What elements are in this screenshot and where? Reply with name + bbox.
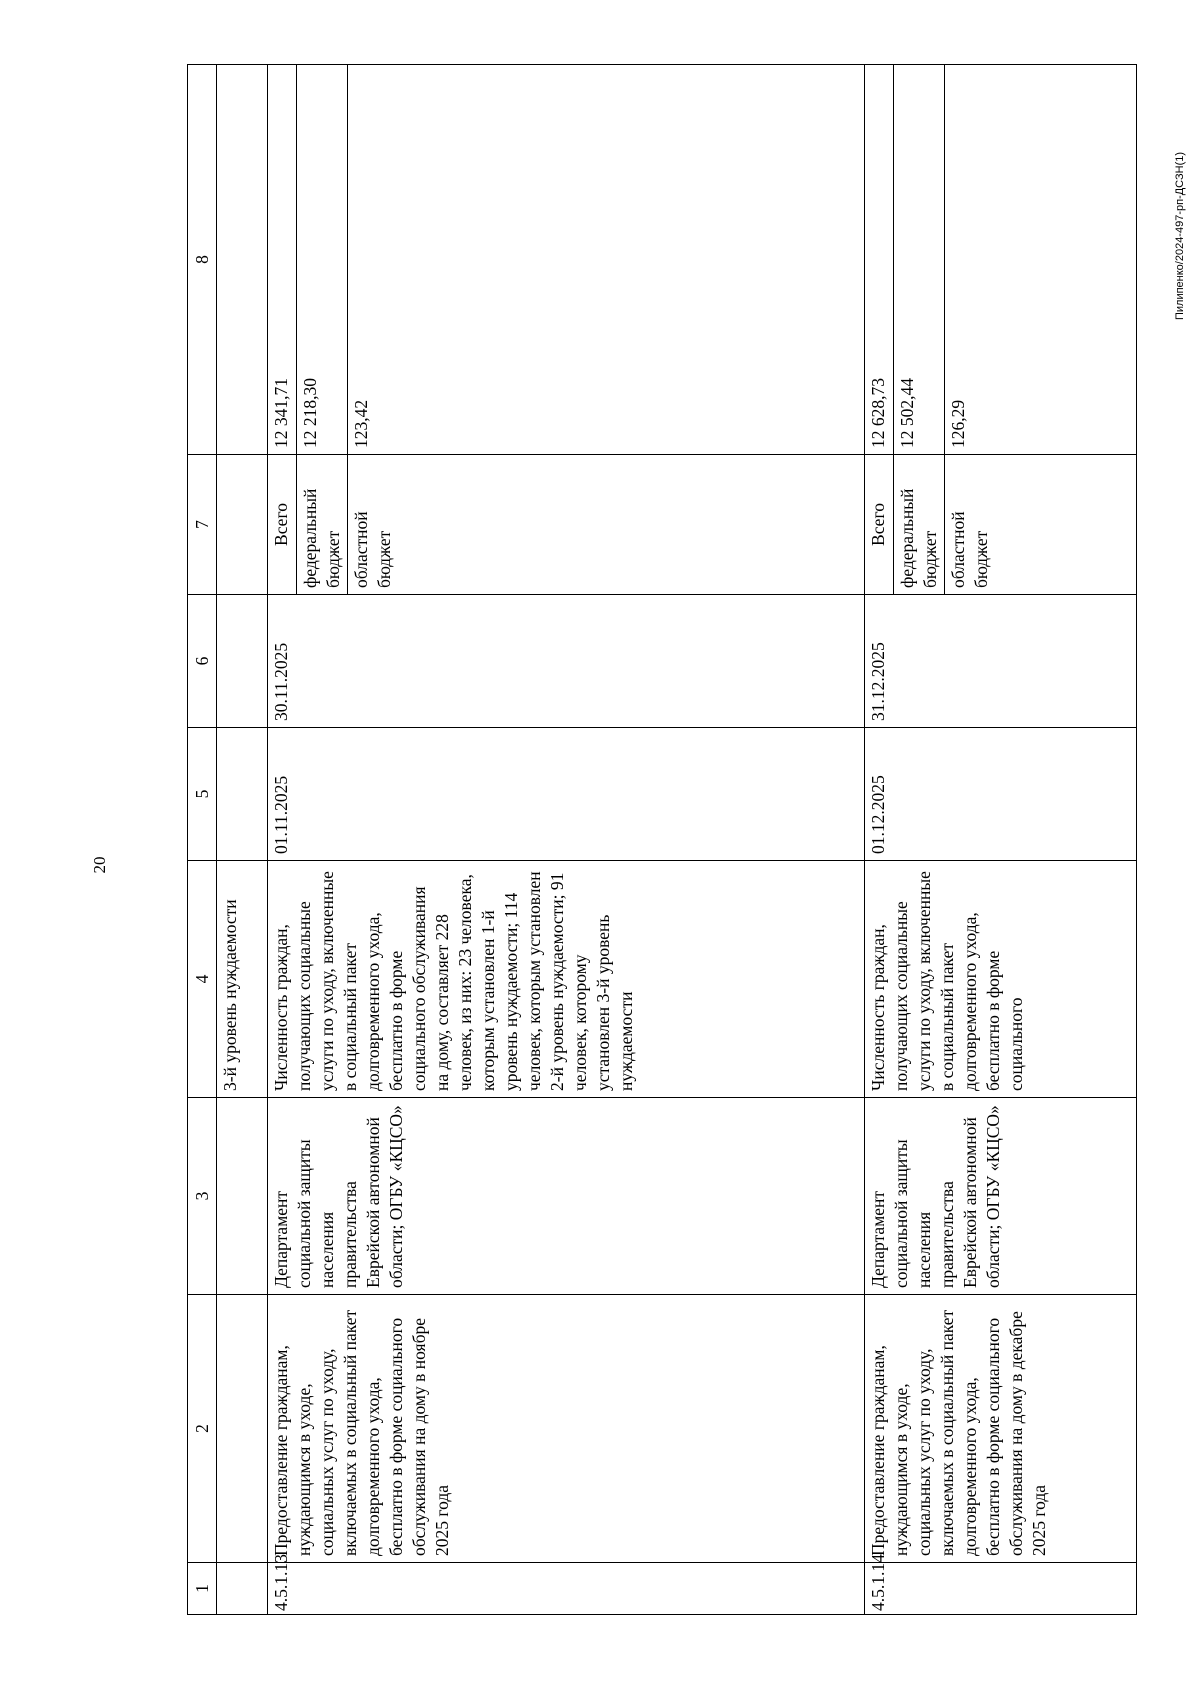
col-num-1: 1 [188, 1563, 217, 1615]
row-indicator: Численность граждан, получающих социальные услуги по уходу, включенные в социальный пакет долговременного ухода, бесплатно в форме социального обслуживания на дому, составляет 228 человек, из них: 23 человека, которым установлен 1-й уровень нуждаемости; 114 человек, которым установлен 2-й уровень нуждаемости; 91 человек, которому установлен 3-й уровень нуждаемости [268, 861, 865, 1098]
column-number-row [188, 65, 217, 1615]
source-label: областной бюджет [348, 455, 865, 595]
row-description: Предоставление гражданам, нуждающимся в уходе, социальных услуг по уходу, включаемых в социальный пакет долговременного ухода, бесплатно в форме социального обслуживания на дому в ноябре 2025 года [268, 1295, 865, 1563]
source-label: федеральный бюджет [297, 455, 348, 595]
col-num-8: 8 [188, 65, 217, 455]
row-description: Предоставление гражданам, нуждающимся в уходе, социальных услуг по уходу, включаемых в социальный пакет долговременного ухода, бесплатно в форме социального обслуживания на дому в декабре 2025 года [864, 1295, 1136, 1563]
source-value: 12 502,44 [893, 65, 944, 455]
col-num-2: 2 [188, 1295, 217, 1563]
row-id: 4.5.1.13 [268, 1563, 865, 1615]
continuation-indicator: 3-й уровень нуждаемости [217, 861, 268, 1098]
page-number-text: 20 [90, 856, 109, 874]
row-start-date: 01.11.2025 [268, 728, 865, 861]
col-num-5: 5 [188, 728, 217, 861]
source-value: 126,29 [944, 65, 1136, 455]
document-code-text: Пилипенко/2024-497-рп-ДСЗН(1) [1174, 151, 1186, 321]
source-label: Всего [268, 455, 297, 595]
source-value: 12 341,71 [268, 65, 297, 455]
col-num-7: 7 [188, 455, 217, 595]
plan-table [187, 64, 1137, 1615]
col-num-3: 3 [188, 1098, 217, 1295]
row-executor: Департамент социальной защиты населения правительства Еврейской автономной области; ОГБУ «КЦСО» [268, 1098, 865, 1295]
table-row [268, 65, 297, 1615]
row-start-date: 01.12.2025 [864, 728, 1136, 861]
continuation-row [217, 65, 268, 1615]
source-value: 123,42 [348, 65, 865, 455]
row-end-date: 31.12.2025 [864, 595, 1136, 728]
col-num-4: 4 [188, 861, 217, 1098]
source-label: Всего [864, 455, 893, 595]
row-executor: Департамент социальной защиты населения правительства Еврейской автономной области; ОГБУ «КЦСО» [864, 1098, 1136, 1295]
rotated-table-container [187, 65, 1137, 1615]
row-indicator: Численность граждан, получающих социальные услуги по уходу, включенные в социальный пакет долговременного ухода, бесплатно в форме социального [864, 861, 1136, 1098]
source-label: областной бюджет [944, 455, 1136, 595]
row-id: 4.5.1.14 [864, 1563, 1136, 1615]
table-row [864, 65, 893, 1615]
row-end-date: 30.11.2025 [268, 595, 865, 728]
source-value: 12 628,73 [864, 65, 893, 455]
col-num-6: 6 [188, 595, 217, 728]
source-label: федеральный бюджет [893, 455, 944, 595]
source-value: 12 218,30 [297, 65, 348, 455]
